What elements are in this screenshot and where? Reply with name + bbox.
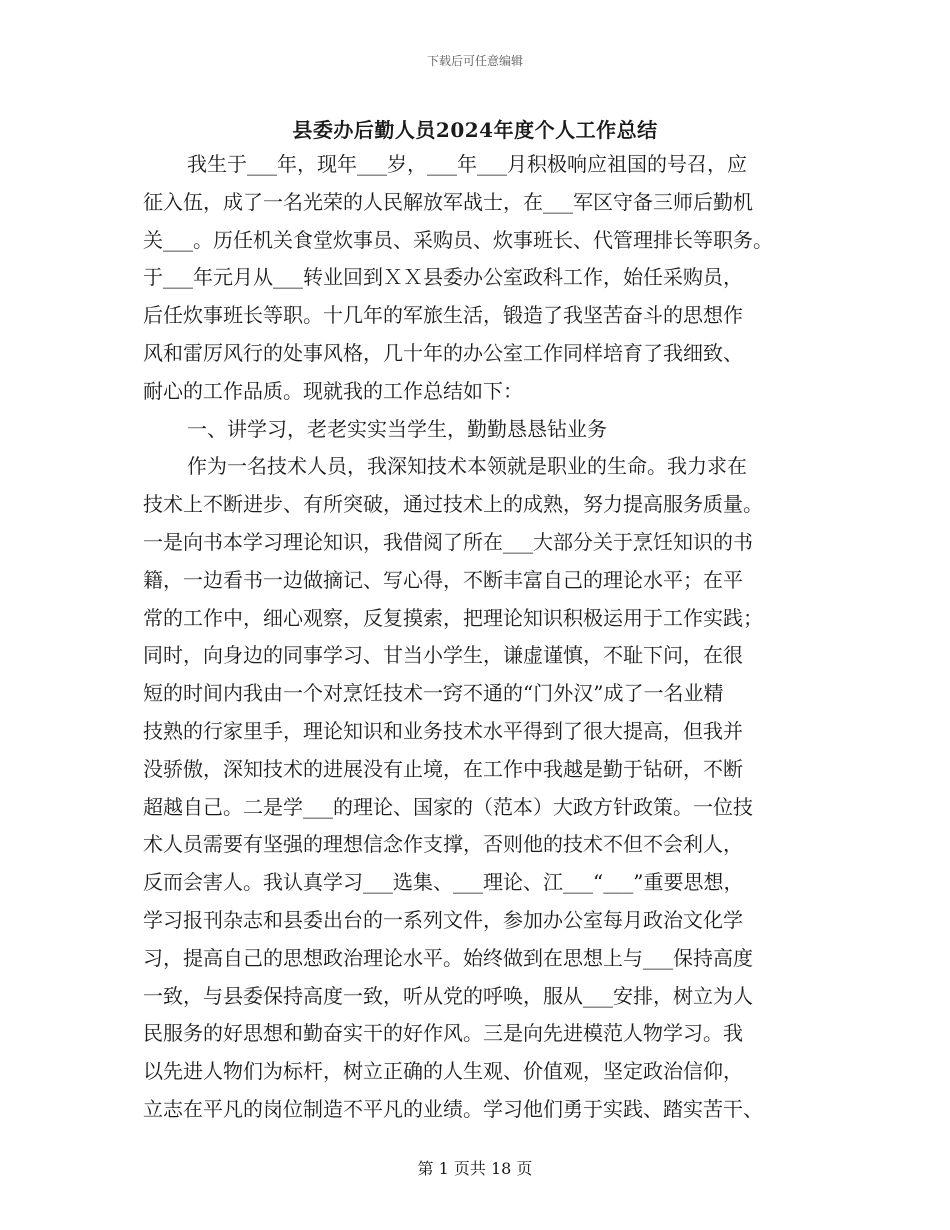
- body-line: 术人员需要有坚强的理想信念作支撑，否则他的技术不但不会利人，: [143, 832, 743, 857]
- body-line: 超越自己。二是学___的理论、国家的（范本）大政方针政策。一位技: [143, 794, 753, 819]
- body-line: 短的时间内我由一个对烹饪技术一窍不通的“门外汉”成了一名业精: [143, 681, 724, 706]
- body-line: 一致，与县委保持高度一致，听从党的呼唤，服从___安排，树立为人: [143, 983, 753, 1008]
- document-title: 县委办后勤人员2024年度个人工作总结: [292, 118, 658, 142]
- body-line: 后任炊事班长等职。十几年的军旅生活，锻造了我坚苦奋斗的思想作: [143, 303, 743, 328]
- body-line: 同时，向身边的同事学习、甘当小学生，谦虚谨慎，不耻下问，在很: [143, 643, 743, 668]
- page-number: 第 1 页共 18 页: [417, 1159, 533, 1178]
- body-line: 征入伍，成了一名光荣的人民解放军战士，在___军区守备三师后勤机: [143, 189, 753, 214]
- section-heading: 一、讲学习，老老实实当学生，勤勤恳恳钻业务: [187, 416, 607, 441]
- body-line: 关___。历任机关食堂炊事员、采购员、炊事班长、代管理排长等职务。: [143, 227, 773, 252]
- body-line: 籍，一边看书一边做摘记、写心得，不断丰富自己的理论水平；在平: [143, 567, 743, 592]
- header-note: 下载后可任意编辑: [426, 54, 523, 68]
- body-line: 反而会害人。我认真学习___选集、___理论、江___“___”重要思想，: [143, 870, 744, 895]
- body-line: 耐心的工作品质。现就我的工作总结如下：: [143, 378, 523, 403]
- body-line: 风和雷厉风行的处事风格，几十年的办公室工作同样培育了我细致、: [143, 340, 743, 365]
- body-line: 于___年元月从___转业回到ＸＸ县委办公室政科工作，始任采购员，: [143, 265, 743, 290]
- body-line: 技术上不断进步、有所突破，通过技术上的成熟，努力提高服务质量。: [143, 492, 763, 517]
- body-line: 没骄傲，深知技术的进展没有止境，在工作中我越是勤于钻研，不断: [143, 756, 743, 781]
- body-line: 技熟的行家里手，理论知识和业务技术水平得到了很大提高，但我并: [143, 718, 743, 743]
- body-line: 作为一名技术人员，我深知技术本领就是职业的生命。我力求在: [187, 454, 747, 479]
- body-line: 习，提高自己的思想政治理论水平。始终做到在思想上与___保持高度: [143, 945, 753, 970]
- body-line: 立志在平凡的岗位制造不平凡的业绩。学习他们勇于实践、踏实苦干、: [143, 1096, 763, 1121]
- body-line: 一是向书本学习理论知识，我借阅了所在___大部分关于烹饪知识的书: [143, 529, 753, 554]
- body-line: 常的工作中，细心观察，反复摸索，把理论知识积极运用于工作实践；: [143, 605, 763, 630]
- body-line: 学习报刊杂志和县委出台的一系列文件，参加办公室每月政治文化学: [143, 907, 743, 932]
- body-line: 民服务的好思想和勤奋实干的好作风。三是向先进模范人物学习。我: [143, 1021, 743, 1046]
- body-line: 以先进人物们为标杆，树立正确的人生观、价值观，坚定政治信仰，: [143, 1059, 743, 1084]
- document-body: [143, 146, 811, 1129]
- body-line: 我生于___年，现年___岁，___年___月积极响应祖国的号召，应: [187, 152, 747, 176]
